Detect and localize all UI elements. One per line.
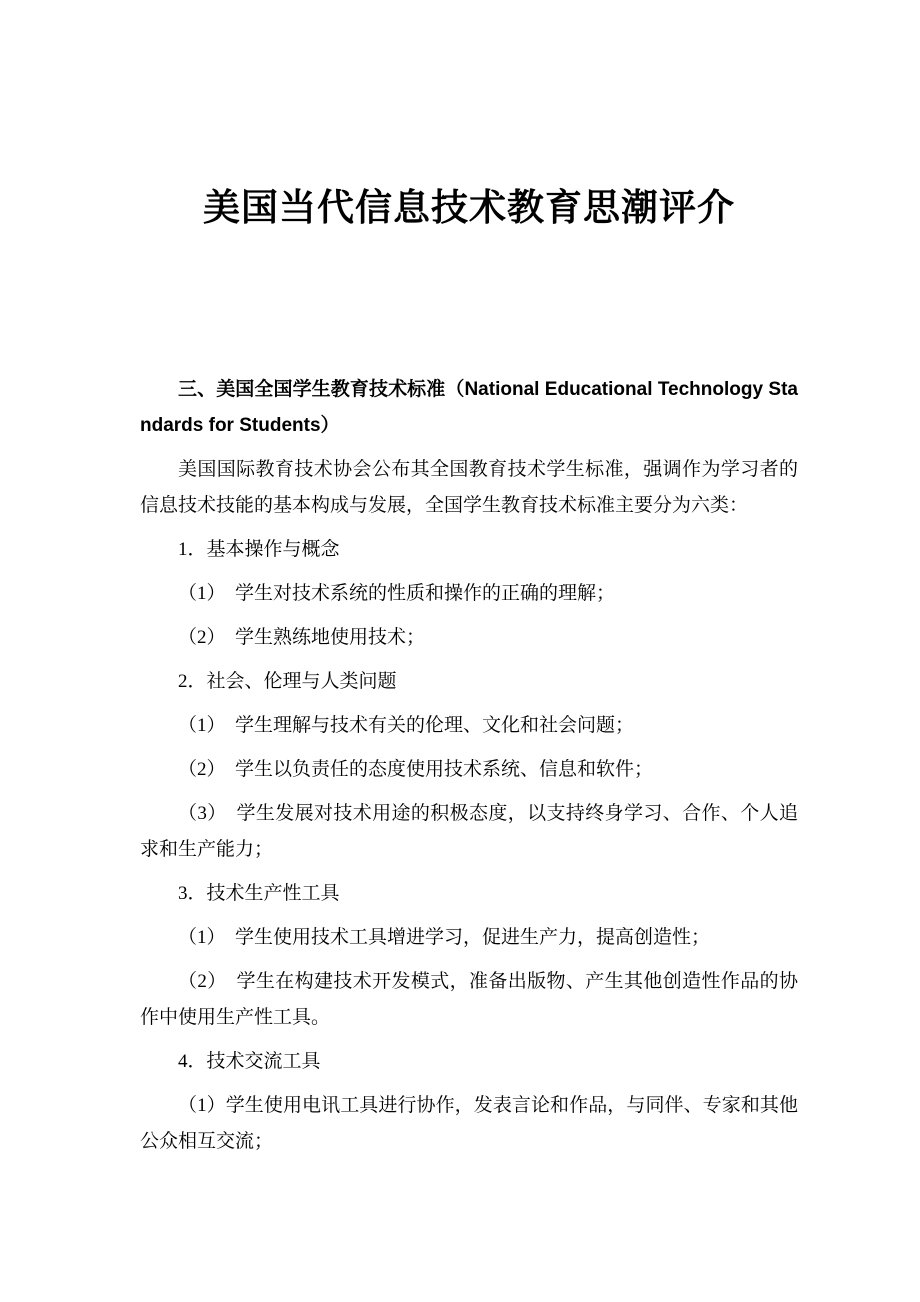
- list-item: （2） 学生以负责任的态度使用技术系统、信息和软件；: [178, 759, 654, 780]
- list-item-category-2: 2．社会、伦理与人类问题: [178, 671, 397, 692]
- intro-paragraph: 美国国际教育技术协会公布其全国教育技术学生标准，强调作为学习者的信息技术技能的基本构成与发展，全国学生教育技术标准主要分为六类：: [140, 459, 798, 516]
- list-item-category-1: 1．基本操作与概念: [178, 539, 340, 560]
- list-item: （1） 学生使用技术工具增进学习，促进生产力，提高创造性；: [178, 927, 711, 948]
- list-item: （1）学生使用电讯工具进行协作，发表言论和作品，与同伴、专家和其他公众相互交流；: [140, 1095, 798, 1152]
- list-item: （2） 学生熟练地使用技术；: [178, 627, 426, 648]
- list-item-category-4: 4．技术交流工具: [178, 1051, 321, 1072]
- list-item: （3） 学生发展对技术用途的积极态度，以支持终身学习、合作、个人追求和生产能力；: [140, 803, 798, 860]
- list-item-category-3: 3．技术生产性工具: [178, 883, 340, 904]
- list-item: （1） 学生对技术系统的性质和操作的正确的理解；: [178, 583, 616, 604]
- section-heading: 三、美国全国学生教育技术标准（National Educational Technology Standards for Students）: [140, 379, 798, 436]
- list-item: （2） 学生在构建技术开发模式，准备出版物、产生其他创造性作品的协作中使用生产性工具。: [140, 971, 798, 1028]
- list-item: （1） 学生理解与技术有关的伦理、文化和社会问题；: [178, 715, 635, 736]
- document-title: 美国当代信息技术教育思潮评介: [203, 187, 735, 228]
